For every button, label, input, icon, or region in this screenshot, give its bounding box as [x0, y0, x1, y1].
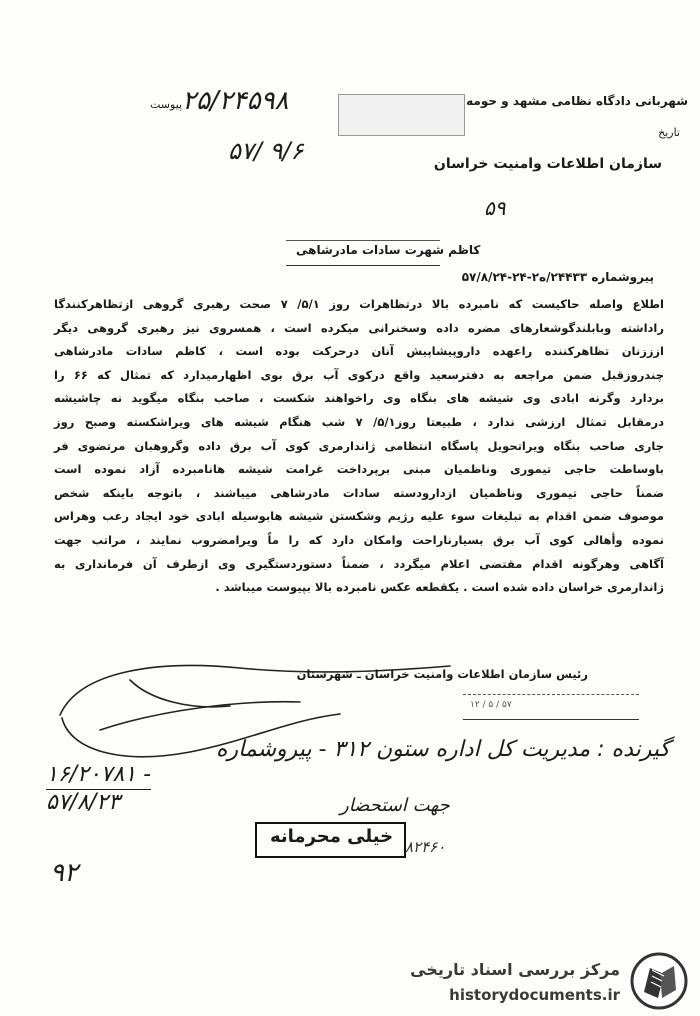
handwritten-date2: ۵۷/۸/۲۳: [46, 790, 120, 815]
report-body: [54, 293, 664, 600]
watermark-title: مرکز بررسی اسناد تاریخی: [410, 960, 620, 979]
signatory-title: رئیس سازمان اطلاعات وامنیت خراسان ـ شهرستان: [296, 667, 588, 681]
handwritten-recipient: گیرنده : مدیریت کل اداره ستون ۳۱۲ - پیروشماره: [216, 737, 670, 762]
body-line: جاری صاحب بنگاه ویراتحویل پاسگاه انتظامی ژاندارمری کوی آب برق داده وگروهبان مرتضوی فر: [54, 438, 664, 453]
handwritten-note: ۸۲۴۶۰: [405, 838, 446, 856]
body-line: چندروزقبل ضمن مراجعه به دفترسعید واقع درکوی آب برق بوی اظهارمیدارد که تمثال که ۶۶ را: [54, 367, 664, 382]
reference-line: پیروشماره ۲۴۴۳۳/ه۲-۲۴-۵۷/۸/۲۴: [461, 270, 654, 284]
header-office: شهربانی دادگاه نظامی مشهد و حومه: [466, 94, 688, 108]
body-line: ضمناً حاجی تیموری وناظمیان ازدارودسته سادات مادرشاهی میباشند ، باتوجه باینکه شخص: [54, 485, 664, 500]
handwritten-number-and-date: [46, 762, 151, 815]
subject-line: کاظم شهرت سادات مادرشاهی: [296, 243, 481, 257]
body-line: موصوف ضمن اقدام به تبلیغات سوء علیه رژیم وشکستن شیشه هابوسیله ابادی خود ایجاد رعب وهراس: [54, 509, 664, 524]
handwritten-page-number: ۹۲: [50, 858, 78, 888]
body-line: آگاهی وهرگونه اقدام مقتضی اعلام میگردد ، ضمناً دستوردستگیری وی ازطرف آن فرمانداری به: [54, 556, 664, 571]
header-attach-label: پیوست: [150, 98, 183, 111]
body-line: بردارد وگرنه ابادی وی شیشه های بنگاه وی راخواهند شکست ، صاحب بنگاه میگوید نه چاشیشه: [54, 391, 664, 406]
body-line: اطلاع واصله حاکیست که نامبرده بالا درتظاهرات روز ۵/۱/ ۷ صحت رهبری گروهی ازتظاهرکنندگا: [54, 297, 664, 311]
signature-stamp-text: ۱۲ / ۵ / ۵۷: [470, 700, 512, 710]
body-line: درمقابل تمثال ارزشی ندارد ، طبیعتا روز۵/۱/ ۷ شب هنگام شیشه های ویراشکسته وصبح روز: [54, 414, 664, 429]
body-line: ژاندارمری خراسان داده شده است . یکقطعه عکس نامبرده بالا بپیوست میباشد .: [215, 580, 664, 595]
handwritten-purpose: جهت استحضار: [340, 795, 450, 816]
handwritten-document-number: ۲۵/۲۴۵۹۸: [182, 86, 289, 116]
handwritten-number2: ۱۶/۲۰۷۸۱ -: [46, 762, 151, 790]
body-line: باوساطت حاجی تیموری وناظمیان مبنی برپرداخت غرامت شیشه هانامبرده آزاد نموده است: [54, 462, 664, 477]
watermark-url: historydocuments.ir: [449, 986, 620, 1004]
body-line: نموده وأهالی کوی آب برق بسیارناراحت وامکان دارد که را ماً ویرامضروب نمایند ، مراتب جهت: [54, 532, 664, 547]
handwritten-marginal-mark: ۵۹: [484, 196, 506, 220]
header-date-label: تاریخ: [658, 126, 680, 139]
body-line: ازززنان تظاهرکننده راعهده داروپیشاپیش آنان درحرکت بوده است ، کاظم سادات مادرشاهی: [54, 344, 664, 359]
organization-name: سازمان اطلاعات وامنیت خراسان: [433, 156, 662, 172]
registration-stamp: [338, 94, 465, 136]
classification-label: خیلی محرمانه: [270, 826, 394, 847]
handwritten-document-date: ۵۷/ ۹/۶: [228, 137, 304, 165]
body-line: راداشته وبابلندگوشعارهای مضره داده وسخنرانی میکرده است ، همسروی نیز رهبری گروهی دیگر: [54, 320, 664, 335]
book-pages-logo-icon: [630, 952, 688, 1010]
